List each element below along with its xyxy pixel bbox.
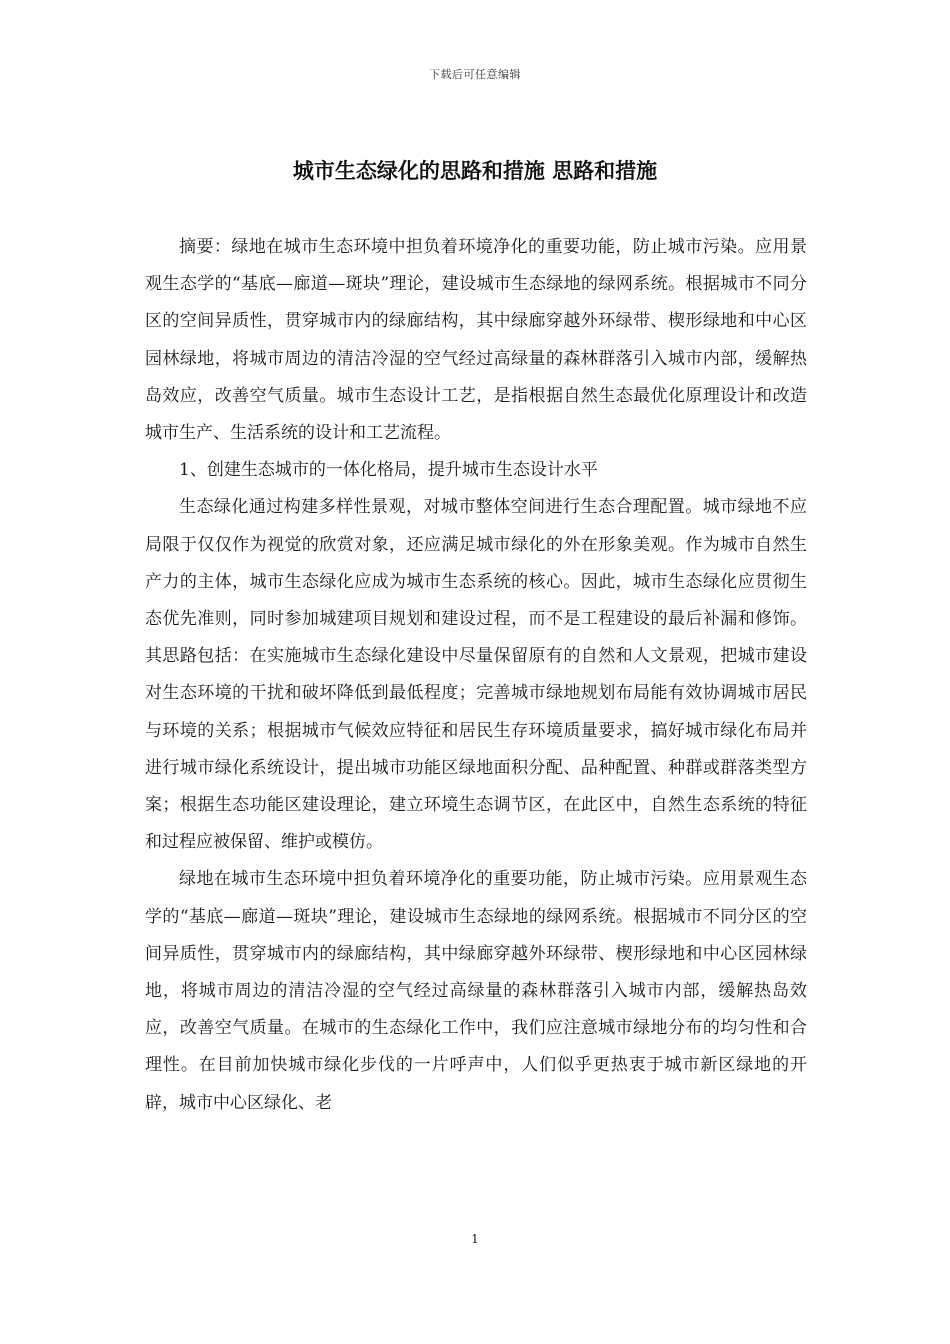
document-body xyxy=(145,229,807,1122)
document-title: 城市生态绿化的思路和措施 思路和措施 xyxy=(292,159,658,183)
header-note: 下载后可任意编辑 xyxy=(429,68,521,81)
page-number: 1 xyxy=(471,1232,479,1246)
section-heading: 1、创建生态城市的一体化格局，提升城市生态设计水平 xyxy=(179,460,598,481)
abstract-paragraph: 摘要：绿地在城市生态环境中担负着环境净化的重要功能，防止城市污染。应用景观生态学的“基底—廊道—斑块”理论，建设城市生态绿地的绿网系统。根据城市不同分区的空间异质性，贯穿城市内的绿廊结构，其中绿廊穿越外环绿带、楔形绿地和中心区园林绿地，将城市周边的清洁冷湿的空气经过高绿量的森林群落引入城市内部，缓解热岛效应，改善空气质量。城市生态设计工艺，是指根据自然生态最优化原理设计和改造城市生产、生活系统的设计和工艺流程。 xyxy=(145,237,807,444)
body-paragraph: 绿地在城市生态环境中担负着环境净化的重要功能，防止城市污染。应用景观生态学的“基底—廊道—斑块”理论，建设城市生态绿地的绿网系统。根据城市不同分区的空间异质性，贯穿城市内的绿廊结构，其中绿廊穿越外环绿带、楔形绿地和中心区园林绿地，将城市周边的清洁冷湿的空气经过高绿量的森林群落引入城市内部，缓解热岛效应，改善空气质量。在城市的生态绿化工作中，我们应注意城市绿地分布的均匀性和合理性。在目前加快城市绿化步伐的一片呼声中，人们似乎更热衷于城市新区绿地的开辟，城市中心区绿化、老 xyxy=(145,869,807,1113)
body-paragraph: 生态绿化通过构建多样性景观，对城市整体空间进行生态合理配置。城市绿地不应局限于仅仅作为视觉的欣赏对象，还应满足城市绿化的外在形象美观。作为城市自然生产力的主体，城市生态绿化应成为城市生态系统的核心。因此，城市生态绿化应贯彻生态优先准则，同时参加城建项目规划和建设过程，而不是工程建设的最后补漏和修饰。其思路包括：在实施城市生态绿化建设中尽量保留原有的自然和人文景观，把城市建设对生态环境的干扰和破坏降低到最低程度；完善城市绿地规划布局能有效协调城市居民与环境的关系；根据城市气候效应特征和居民生存环境质量要求，搞好城市绿化布局并进行城市绿化系统设计，提出城市功能区绿地面积分配、品种配置、种群或群落类型方案；根据生态功能区建设理论，建立环境生态调节区，在此区中，自然生态系统的特征和过程应被保留、维护或模仿。 xyxy=(145,497,807,853)
